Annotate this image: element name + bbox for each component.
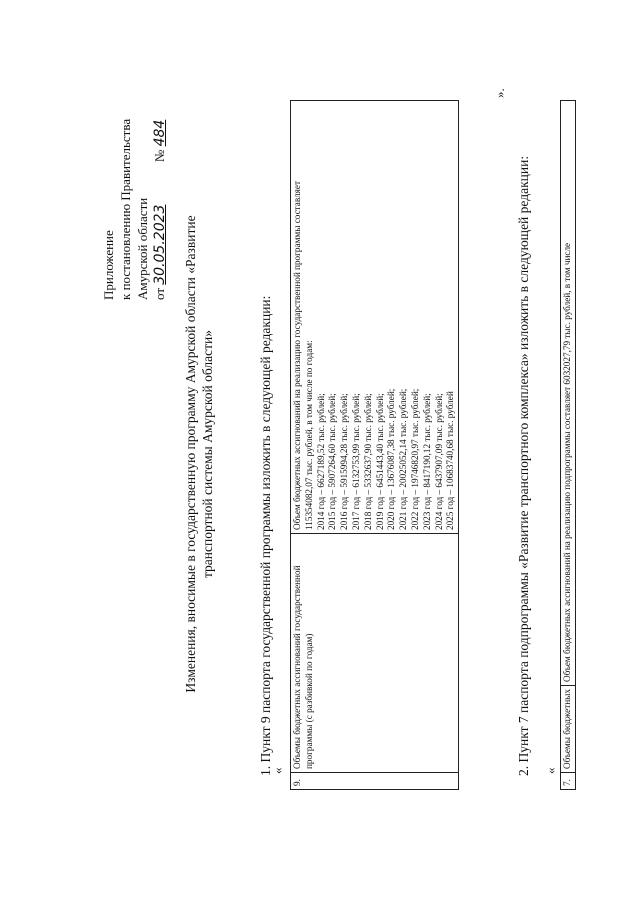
row-number: 7.	[561, 773, 576, 790]
handwritten-date: 30.05.2023	[152, 204, 168, 285]
date-prefix: от	[152, 287, 167, 300]
table-row	[561, 101, 576, 790]
value-line: 2014 год – 6627189,52 тыс. рублей;	[315, 393, 326, 530]
value-line: 2022 год – 19746820,97 тыс. рублей;	[409, 388, 420, 530]
value-line: Объем бюджетных ассигнований на реализацию государственной программы составляет	[292, 181, 302, 530]
table-row	[291, 101, 459, 790]
value-line: 115354082,07 тыс. рублей, в том числе по годам:	[303, 340, 314, 530]
value-line: 2018 год – 5332637,90 тыс. рублей;	[362, 393, 373, 530]
row-number: 9.	[291, 773, 459, 790]
appendix-line-2: к постановлению Правительства	[118, 118, 133, 300]
value-line: 2024 год – 6437907,09 тыс. рублей;	[433, 393, 444, 530]
value-line: 2021 год – 20025052,14 тыс. рублей;	[398, 388, 409, 530]
row-value	[291, 101, 459, 534]
row-label: Объемы бюджетных ассигнований государственной программы (с разбивкой по годам)	[291, 534, 459, 773]
appendix-date-line	[151, 119, 169, 300]
item2-intro: 2. Пункт 7 паспорта подпрограммы «Развитие транспортного комплекса» изложить в следующей редакции:	[516, 155, 531, 776]
value-line: 2025 год – 10683740,68 тыс. рублей	[445, 391, 456, 530]
value-line: 2016 год – 5915994,28 тыс. рублей;	[339, 393, 350, 530]
number-sign: №	[152, 149, 167, 163]
appendix-block	[100, 119, 169, 300]
value-line: 2020 год – 13676087,38 тыс. рублей;	[386, 388, 397, 530]
document-title: Изменения, вносимые в государственную программу Амурской области «Развитие транспортной системы Амурской области»	[183, 215, 215, 693]
row-label: Объемы бюджетных	[561, 686, 576, 773]
row-value: Объем бюджетных ассигнований на реализацию подпрограммы составляет 6032027,79 тыс. рублей, в том числе	[561, 101, 576, 686]
item1-close-quote: ».	[492, 88, 507, 98]
appendix-line-1: Приложение	[101, 230, 116, 300]
item2-table	[560, 100, 576, 790]
value-line: 2017 год – 6132753,99 тыс. рублей;	[350, 393, 361, 530]
handwritten-number: 484	[152, 119, 168, 147]
value-line: 2023 год – 8417190,12 тыс. рублей;	[421, 393, 432, 530]
value-line: 2019 год – 6451443,40 тыс. рублей;	[374, 393, 385, 530]
item1-open-quote: «	[270, 767, 285, 774]
item1-intro: 1. Пункт 9 паспорта государственной программы изложить в следующей редакции:	[258, 295, 273, 776]
appendix-line-3: Амурской области	[135, 197, 150, 300]
item2-open-quote: «	[543, 767, 558, 774]
item1-table	[290, 100, 459, 790]
value-line: 2015 год – 5907264,60 тыс. рублей;	[327, 393, 338, 530]
